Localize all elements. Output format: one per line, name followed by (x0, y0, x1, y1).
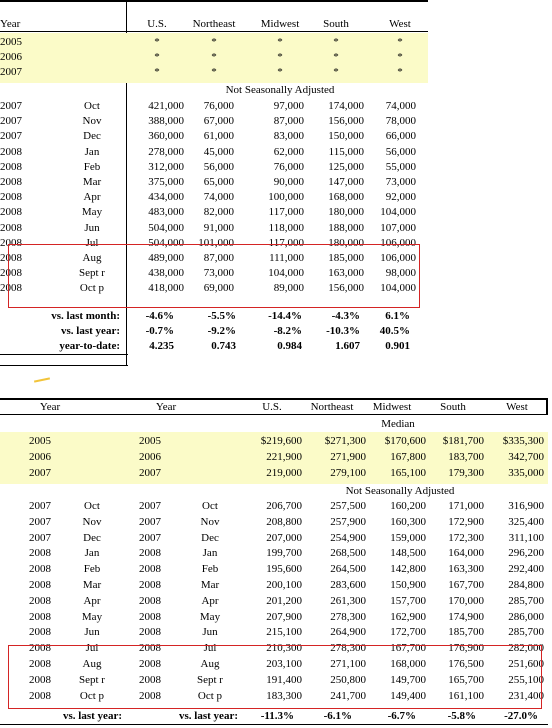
table1-value-cell: 156,000 (328, 282, 364, 295)
table1-top-rule (0, 0, 428, 2)
table1-value-cell: 76,000 (203, 100, 234, 112)
table1-value-cell: 107,000 (380, 221, 416, 234)
table1-header-region: Midwest (260, 18, 300, 30)
table2-value-cell: 165,100 (390, 467, 426, 479)
table2-value-cell: 163,300 (448, 563, 484, 576)
table1-month-cell: Jul (85, 236, 99, 249)
table2-value-cell: 325,400 (508, 515, 544, 528)
table2-month2-cell: Nov (200, 515, 220, 528)
table2-year2-cell: 2008 (139, 594, 161, 607)
table1-month-cell: May (81, 206, 103, 219)
table1-value-cell: 62,000 (273, 145, 304, 158)
table1-year-cell: 2008 (0, 221, 22, 234)
table1-month-cell: Mar (82, 176, 102, 188)
table1-value-cell: 104,000 (380, 282, 416, 295)
table1-value-cell: * (397, 66, 403, 79)
table2-year2-cell: 2007 (139, 515, 161, 528)
table2-month2-cell: Jun (202, 626, 218, 639)
table1-value-cell: 117,000 (268, 236, 304, 249)
table2-month-cell: Feb (83, 563, 101, 576)
table2-year2-cell: 2007 (139, 500, 161, 512)
table1-value-cell: 438,000 (148, 267, 184, 280)
table2-value-cell: 176,500 (448, 658, 484, 670)
table2-year-cell: 2008 (29, 626, 51, 639)
table2-year-cell: 2008 (29, 579, 51, 591)
table2-value-cell: 200,100 (266, 579, 302, 591)
table2-value-cell: 203,100 (266, 658, 302, 670)
table1-month-cell: Jan (84, 145, 100, 158)
table2-value-cell: 250,800 (330, 673, 366, 686)
table2-year2-cell: 2008 (139, 579, 161, 591)
table1-summary-value: -10.3% (326, 325, 360, 338)
table2-summary-label: vs. last year: (63, 710, 122, 722)
table2-year2-cell: 2008 (139, 642, 161, 655)
table2-value-cell: 215,100 (266, 626, 302, 639)
table2-value-cell: 167,700 (390, 642, 426, 655)
table2-month-cell: Sept r (79, 673, 105, 686)
table1-value-cell: 67,000 (203, 115, 234, 128)
table2-value-cell: 254,900 (330, 531, 366, 544)
table2-value-cell: 257,900 (330, 515, 366, 528)
table2-value-cell: 164,000 (448, 547, 484, 560)
table1-value-cell: 168,000 (328, 191, 364, 204)
table1-value-cell: 89,000 (273, 282, 304, 295)
table1-value-cell: 91,000 (203, 221, 234, 234)
table1-value-cell: * (154, 51, 160, 64)
table2-value-cell: 257,500 (330, 500, 366, 512)
table2-value-cell: 264,900 (330, 626, 366, 639)
table1-year-cell: 2007 (0, 100, 22, 112)
table1-value-cell: * (277, 66, 283, 79)
table2-value-cell: 160,300 (390, 515, 426, 528)
table1-value-cell: 90,000 (273, 176, 304, 188)
table1-summary-value: -4.3% (331, 310, 360, 322)
table2-month-cell: Mar (82, 579, 102, 591)
table1-year-cell: 2008 (0, 176, 22, 188)
table1-summary-value: -9.2% (207, 325, 236, 338)
table1-value-cell: * (277, 36, 283, 48)
table2-year-cell: 2007 (29, 467, 51, 479)
table2-year2-cell: 2007 (139, 467, 161, 479)
table2-header-cell: South (440, 401, 466, 413)
table2-month-cell: Jul (85, 642, 99, 655)
table1-year-cell: 2008 (0, 236, 22, 249)
table2-month-cell: Jan (84, 547, 100, 560)
table2-value-cell: 342,700 (508, 451, 544, 463)
table1-summary-value: 1.607 (335, 340, 360, 353)
table2-header-cell: U.S. (262, 401, 282, 413)
table1-summary-value: 40.5% (379, 325, 410, 338)
table1-summary-value: 6.1% (385, 310, 410, 322)
table2-value-cell: 172,700 (390, 626, 426, 639)
table1-year-cell: 2005 (0, 36, 22, 48)
table2-summary-value: -6.1% (323, 710, 352, 722)
table2-value-cell: 219,000 (266, 467, 302, 479)
table2-value-cell: 282,000 (508, 642, 544, 655)
table1-value-cell: 434,000 (148, 191, 184, 204)
table1-year-cell: 2008 (0, 206, 22, 219)
table2-year2-cell: 2007 (139, 531, 161, 544)
table1-header-year: Year (0, 18, 21, 30)
table1-year-cell: 2006 (0, 51, 22, 64)
table2-value-cell: 311,100 (508, 531, 544, 544)
table1-value-cell: 111,000 (269, 252, 304, 264)
table2-summary-value: -11.3% (260, 710, 294, 722)
table1-value-cell: 78,000 (385, 115, 416, 128)
table1-value-cell: 156,000 (328, 115, 364, 128)
table1-value-cell: 92,000 (385, 191, 416, 204)
table2-value-cell: 283,600 (330, 579, 366, 591)
table2-value-cell: 241,700 (330, 689, 366, 702)
table1-value-cell: 87,000 (203, 252, 234, 264)
table2-year2-cell: 2008 (139, 563, 161, 576)
table1-value-cell: 483,000 (148, 206, 184, 219)
table2-year-cell: 2008 (29, 689, 51, 702)
table1-month-cell: Jun (84, 221, 100, 234)
table2-month-cell: Apr (83, 594, 101, 607)
table1-value-cell: 56,000 (385, 145, 416, 158)
table1-value-cell: 375,000 (148, 176, 184, 188)
table1-value-cell: 76,000 (273, 160, 304, 173)
table1-header-region: West (389, 18, 411, 30)
table1-summary-label: year-to-date: (59, 340, 120, 353)
table2-month-cell: Nov (82, 515, 102, 528)
table1-value-cell: 312,000 (148, 160, 184, 173)
table2-value-cell: 149,400 (390, 689, 426, 702)
table1-value-cell: * (333, 66, 339, 79)
table1-summary-value: 0.984 (277, 340, 302, 353)
table1-value-cell: 66,000 (385, 130, 416, 143)
table2-value-cell: 279,100 (330, 467, 366, 479)
table2-value-cell: 185,700 (448, 626, 484, 639)
table2-month2-cell: Jul (203, 642, 217, 655)
table2-value-cell: $181,700 (442, 435, 484, 447)
table2-header-cell: Midwest (372, 401, 412, 413)
table1-value-cell: 74,000 (385, 100, 416, 112)
table1-month-cell: Oct (84, 100, 100, 112)
table2-year-cell: 2007 (29, 531, 51, 544)
table2-month-cell: Oct p (79, 689, 105, 702)
table1-value-cell: 388,000 (148, 115, 184, 128)
table1-year-cell: 2008 (0, 252, 22, 264)
table2-value-cell: $219,600 (260, 435, 302, 447)
table1-value-cell: 188,000 (328, 221, 364, 234)
table1-year-cell: 2008 (0, 267, 22, 280)
table1-value-cell: * (211, 66, 217, 79)
table1-summary-value: -5.5% (207, 310, 236, 322)
table1-year-cell: 2008 (0, 191, 22, 204)
table1-value-cell: 180,000 (328, 236, 364, 249)
table1-year-cell: 2007 (0, 66, 22, 79)
table1-summary-value: -8.2% (273, 325, 302, 338)
table2-month-cell: Aug (82, 658, 102, 670)
table1-value-cell: 73,000 (203, 267, 234, 280)
table2-value-cell: 159,000 (390, 531, 426, 544)
table1-value-cell: 73,000 (385, 176, 416, 188)
table1-value-cell: 87,000 (273, 115, 304, 128)
table1-summary-value: 0.743 (211, 340, 236, 353)
table2-value-cell: 207,000 (266, 531, 302, 544)
table2-value-cell: 176,900 (448, 642, 484, 655)
table1-value-cell: * (397, 51, 403, 64)
annotation-mark (34, 377, 50, 382)
table2-year-cell: 2007 (29, 500, 51, 512)
table2-header-cell: Year (39, 401, 61, 413)
table1-value-cell: * (333, 36, 339, 48)
table2-month-cell: Jun (84, 626, 100, 639)
table2-year2-cell: 2008 (139, 689, 161, 702)
table2-value-cell: 284,800 (508, 579, 544, 591)
table2-value-cell: 157,700 (390, 594, 426, 607)
table2-bottom-rule (0, 724, 548, 725)
table1-value-cell: 163,000 (328, 267, 364, 280)
table1-value-cell: 278,000 (148, 145, 184, 158)
table2-year-cell: 2008 (29, 642, 51, 655)
table2-value-cell: 168,000 (390, 658, 426, 670)
table1-value-cell: 82,000 (203, 206, 234, 219)
table2-value-cell: 172,900 (448, 515, 484, 528)
table1-month-cell: Nov (82, 115, 102, 128)
table1-value-cell: * (333, 51, 339, 64)
table1-value-cell: 418,000 (148, 282, 184, 295)
table2-value-cell: 179,300 (448, 467, 484, 479)
table2-year2-cell: 2008 (139, 626, 161, 639)
table2-year2-cell: 2008 (139, 547, 161, 560)
table2-value-cell: 231,400 (508, 689, 544, 702)
table2-value-cell: 160,200 (390, 500, 426, 512)
table2-year2-cell: 2005 (139, 435, 161, 447)
table1-value-cell: 504,000 (148, 236, 184, 249)
table2-month2-cell: Dec (201, 531, 219, 544)
table1-value-cell: 100,000 (268, 191, 304, 204)
table1-summary-value: -0.7% (145, 325, 174, 338)
table2-value-cell: 255,100 (508, 673, 544, 686)
table2-value-cell: 208,800 (266, 515, 302, 528)
table1-value-cell: 98,000 (385, 267, 416, 280)
table2-value-cell: 264,500 (330, 563, 366, 576)
table1-year-cell: 2007 (0, 130, 22, 143)
table1-summary-rule (0, 354, 128, 355)
table1-value-cell: * (211, 36, 217, 48)
table2-value-cell: 195,600 (266, 563, 302, 576)
table2-value-cell: 148,500 (390, 547, 426, 560)
table1-value-cell: 115,000 (328, 145, 364, 158)
table2-year-cell: 2008 (29, 594, 51, 607)
table2-year-cell: 2008 (29, 563, 51, 576)
table2-month2-cell: Feb (201, 563, 219, 576)
table2-value-cell: 271,900 (330, 451, 366, 463)
table2-value-cell: 149,700 (390, 673, 426, 686)
table2-month2-cell: Oct (202, 500, 218, 512)
table1-value-cell: 97,000 (273, 100, 304, 112)
table2-year-cell: 2008 (29, 547, 51, 560)
table1-value-cell: 360,000 (148, 130, 184, 143)
table2-value-cell: 296,200 (508, 547, 544, 560)
table2-value-cell: 171,000 (448, 500, 484, 512)
table1-year-cell: 2008 (0, 145, 22, 158)
table1-highlight-box (8, 244, 420, 308)
table2-highlight-box (8, 645, 542, 709)
table1-month-cell: Aug (82, 252, 102, 264)
table1-summary-value: 4.235 (149, 340, 174, 353)
table1-summary-label: vs. last year: (61, 325, 120, 338)
table1-value-cell: * (154, 66, 160, 79)
table1-header-region: U.S. (147, 18, 167, 30)
table2-month2-cell: May (199, 610, 221, 623)
table2-header-cell: West (506, 401, 528, 413)
table1-value-cell: 174,000 (328, 100, 364, 112)
table2-value-cell: 207,900 (266, 610, 302, 623)
table2-year-cell: 2008 (29, 673, 51, 686)
table1-value-cell: 65,000 (203, 176, 234, 188)
table1-month-cell: Sept r (79, 267, 105, 280)
table1-month-cell: Feb (83, 160, 101, 173)
table1-month-cell: Oct p (79, 282, 105, 295)
table2-value-cell: 278,300 (330, 610, 366, 623)
table2-value-cell: 292,400 (508, 563, 544, 576)
table2-value-cell: 285,700 (508, 594, 544, 607)
table2-value-cell: 165,700 (448, 673, 484, 686)
table1-value-cell: 101,000 (198, 236, 234, 249)
table1-value-cell: 118,000 (268, 221, 304, 234)
table1-value-cell: 83,000 (273, 130, 304, 143)
table2-value-cell: 210,300 (266, 642, 302, 655)
table2-month-cell: May (81, 610, 103, 623)
table1-summary-value: 0.901 (385, 340, 410, 353)
table2-year2-cell: 2008 (139, 673, 161, 686)
table2-value-cell: 183,700 (448, 451, 484, 463)
table2-value-cell: $170,600 (384, 435, 426, 447)
table1-value-cell: 74,000 (203, 191, 234, 204)
table1-value-cell: 55,000 (385, 160, 416, 173)
table1-value-cell: 489,000 (148, 252, 184, 264)
table2-summary-value: -5.8% (447, 710, 476, 722)
table1-value-cell: 106,000 (380, 236, 416, 249)
table2-year2-cell: 2008 (139, 610, 161, 623)
table2-month2-cell: Jan (202, 547, 218, 560)
table2-month2-cell: Oct p (197, 689, 223, 702)
table1-summary-value: -4.6% (145, 310, 174, 322)
table2-value-cell: 221,900 (266, 451, 302, 463)
table2-month2-cell: Mar (200, 579, 220, 591)
table1-value-cell: 104,000 (380, 206, 416, 219)
table1-value-cell: 504,000 (148, 221, 184, 234)
table1-value-cell: 106,000 (380, 252, 416, 264)
table1-header-region: Northeast (192, 18, 236, 30)
table2-value-cell: 142,800 (390, 563, 426, 576)
table2-right-rule (546, 398, 548, 414)
table2-month2-cell: Sept r (197, 673, 223, 686)
table1-year-cell: 2008 (0, 282, 22, 295)
table2-value-cell: 167,700 (448, 579, 484, 591)
table2-value-cell: 172,300 (448, 531, 484, 544)
table1-value-cell: 56,000 (203, 160, 234, 173)
table2-value-cell: 170,000 (448, 594, 484, 607)
table2-value-cell: 278,300 (330, 642, 366, 655)
table1-value-cell: * (154, 36, 160, 48)
table2-value-cell: $335,300 (502, 435, 544, 447)
table2-median-label: Median (381, 418, 415, 430)
table2-header-cell: Year (155, 401, 177, 413)
table1-value-cell: 117,000 (268, 206, 304, 219)
table2-year-cell: 2008 (29, 610, 51, 623)
table2-year2-cell: 2008 (139, 658, 161, 670)
table2-value-cell: $271,300 (324, 435, 366, 447)
table2-value-cell: 335,000 (508, 467, 544, 479)
table1-year-cell: 2007 (0, 115, 22, 128)
table2-value-cell: 199,700 (266, 547, 302, 560)
table2-summary-value: -27.0% (504, 710, 538, 722)
table2-year-cell: 2008 (29, 658, 51, 670)
table2-summary-value: -6.7% (387, 710, 416, 722)
table1-year-cell: 2008 (0, 160, 22, 173)
table1-nsa-label: Not Seasonally Adjusted (225, 84, 335, 96)
table1-value-cell: 125,000 (328, 160, 364, 173)
table1-value-cell: * (211, 51, 217, 64)
table1-value-cell: 69,000 (203, 282, 234, 295)
table1-summary-label: vs. last month: (51, 310, 120, 322)
table2-value-cell: 271,100 (330, 658, 366, 670)
table2-header-cell: Northeast (310, 401, 354, 413)
table2-value-cell: 316,900 (508, 500, 544, 512)
table2-value-cell: 268,500 (330, 547, 366, 560)
table2-value-cell: 183,300 (266, 689, 302, 702)
table2-value-cell: 150,900 (390, 579, 426, 591)
table2-value-cell: 167,800 (390, 451, 426, 463)
table1-value-cell: 180,000 (328, 206, 364, 219)
table2-value-cell: 191,400 (266, 673, 302, 686)
table1-value-cell: 147,000 (328, 176, 364, 188)
table1-month-cell: Apr (83, 191, 101, 204)
table2-month-cell: Dec (83, 531, 101, 544)
table2-value-cell: 174,900 (448, 610, 484, 623)
table1-value-cell: 421,000 (148, 100, 184, 112)
table1-summary-value: -14.4% (268, 310, 302, 322)
table1-header-region: South (323, 18, 349, 30)
table1-month-cell: Dec (83, 130, 101, 143)
table2-year-cell: 2006 (29, 451, 51, 463)
table1-value-cell: 61,000 (203, 130, 234, 143)
table2-value-cell: 261,300 (330, 594, 366, 607)
table2-year-cell: 2007 (29, 515, 51, 528)
table2-year2-cell: 2006 (139, 451, 161, 463)
table2-value-cell: 201,200 (266, 594, 302, 607)
table2-summary-label2: vs. last year: (179, 710, 238, 722)
table2-year-cell: 2005 (29, 435, 51, 447)
table1-value-cell: 45,000 (203, 145, 234, 158)
table2-value-cell: 161,100 (448, 689, 484, 702)
table2-value-cell: 251,600 (508, 658, 544, 670)
table1-value-cell: 104,000 (268, 267, 304, 280)
table2-month-cell: Oct (84, 500, 100, 512)
table1-value-cell: 150,000 (328, 130, 364, 143)
table2-value-cell: 285,700 (508, 626, 544, 639)
table1-value-cell: 185,000 (328, 252, 364, 264)
table1-value-cell: * (397, 36, 403, 48)
table2-value-cell: 162,900 (390, 610, 426, 623)
table1-value-cell: * (277, 51, 283, 64)
table2-value-cell: 206,700 (266, 500, 302, 512)
table1-bottom-rule (0, 365, 128, 366)
table2-value-cell: 286,000 (508, 610, 544, 623)
table2-month2-cell: Apr (201, 594, 219, 607)
table2-nsa-label: Not Seasonally Adjusted (345, 485, 455, 497)
table2-month2-cell: Aug (200, 658, 220, 670)
